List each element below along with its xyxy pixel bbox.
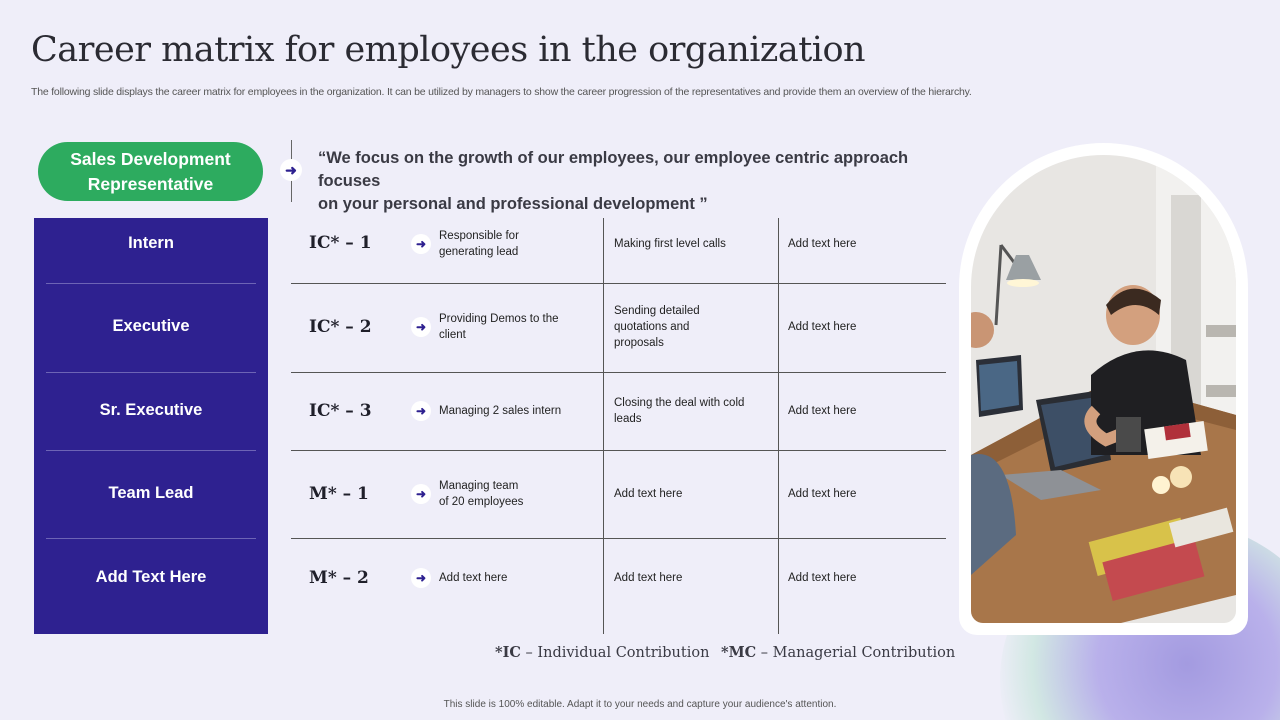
role-code: IC* – 2 <box>309 317 372 337</box>
role-pill-line2: Representative <box>87 173 214 194</box>
matrix-cell: Managing 2 sales intern <box>439 405 562 417</box>
footnote-mc: *MC – Managerial Contribution <box>721 644 956 661</box>
matrix-cell: Making first level calls <box>614 238 726 250</box>
quote-line2: on your personal and professional development ” <box>318 195 708 213</box>
matrix-cell: Closing the deal with cold leads <box>614 397 745 425</box>
matrix-cell: Add text here <box>788 572 857 584</box>
role-pill <box>38 142 263 201</box>
matrix-cell: Responsible for generating lead <box>439 230 519 258</box>
quote-line1: “We focus on the growth of our employees, our employee centric approach focuses <box>318 149 909 190</box>
level-sidebar <box>34 218 268 634</box>
level-label: Intern <box>128 234 174 252</box>
grid-col-line <box>778 218 779 634</box>
level-label: Team Lead <box>108 484 194 502</box>
level-label: Executive <box>112 317 190 335</box>
footnote-ic: *IC – Individual Contribution <box>495 644 710 661</box>
arrow-right-icon: ➜ <box>411 234 431 254</box>
level-divider <box>46 538 256 539</box>
page-title: Career matrix for employees in the organization <box>31 30 866 70</box>
office-photo <box>971 155 1236 623</box>
role-code: M* – 1 <box>309 484 369 504</box>
level-label: Add Text Here <box>95 568 207 586</box>
footer-note: This slide is 100% editable. Adapt it to your needs and capture your audience's attention. <box>443 699 837 710</box>
level-divider <box>46 450 256 451</box>
matrix-cell: Managing team of 20 employees <box>439 480 524 508</box>
matrix-cell: Add text here <box>614 572 683 584</box>
role-pill-line1: Sales Development <box>70 148 231 169</box>
arrow-right-icon: ➜ <box>280 159 302 181</box>
arrow-right-icon: ➜ <box>411 317 431 337</box>
role-code: IC* – 3 <box>309 401 372 421</box>
matrix-cell: Add text here <box>614 488 683 500</box>
matrix-cell: Sending detailed quotations and proposals <box>614 305 700 349</box>
grid-col-line <box>603 218 604 634</box>
grid-row-line <box>291 283 946 284</box>
grid-row-line <box>291 372 946 373</box>
arrow-right-icon: ➜ <box>411 484 431 504</box>
level-divider <box>46 372 256 373</box>
matrix-cell: Add text here <box>788 488 857 500</box>
quote-text <box>318 147 968 216</box>
level-divider <box>46 283 256 284</box>
matrix-cell: Add text here <box>439 572 508 584</box>
grid-row-line <box>291 450 946 451</box>
role-code: IC* – 1 <box>309 233 372 253</box>
matrix-cell: Add text here <box>788 238 857 250</box>
role-code: M* – 2 <box>309 568 369 588</box>
matrix-cell: Add text here <box>788 321 857 333</box>
grid-row-line <box>291 538 946 539</box>
matrix-cell: Add text here <box>788 405 857 417</box>
matrix-cell: Providing Demos to the client <box>439 313 559 341</box>
level-label: Sr. Executive <box>99 401 203 419</box>
page-subtitle: The following slide displays the career matrix for employees in the organization. It can be utilized by managers to show the career progression of the representatives and provide them an overview of the hierarchy. <box>31 86 972 98</box>
arrow-right-icon: ➜ <box>411 568 431 588</box>
arrow-right-icon: ➜ <box>411 401 431 421</box>
